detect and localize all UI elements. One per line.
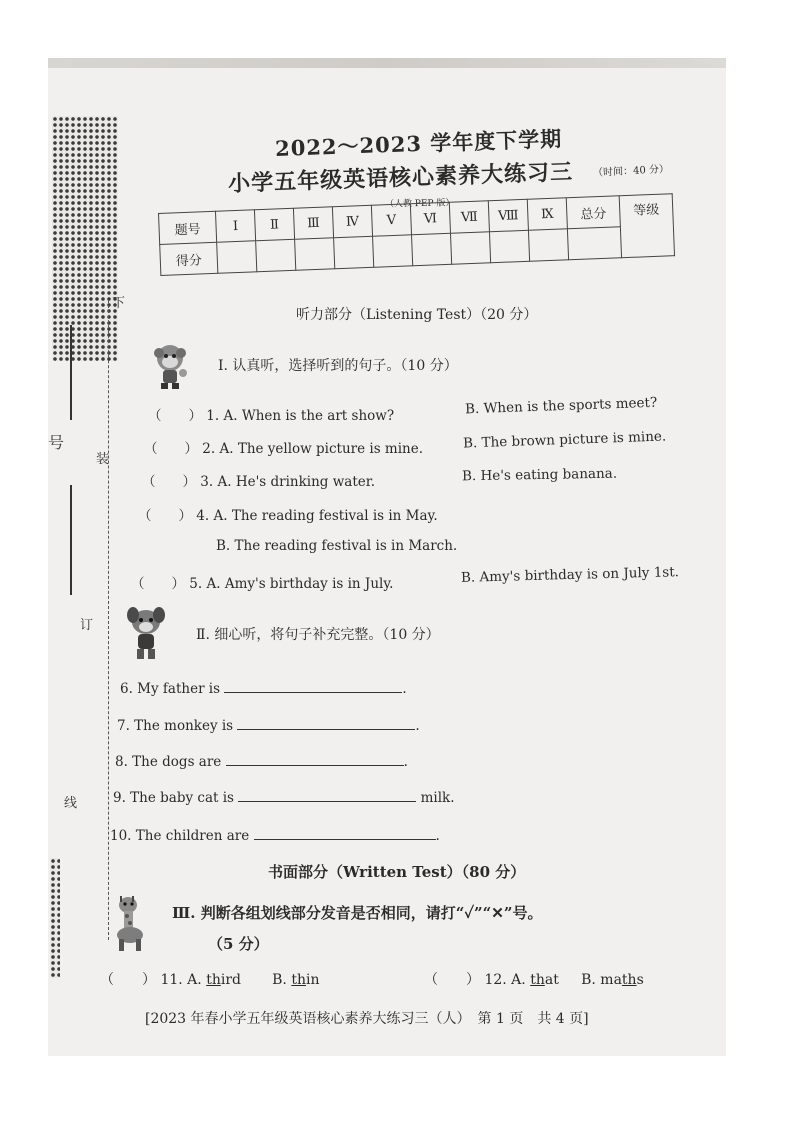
- binding-char-ding: 订: [80, 618, 94, 633]
- question-number: 5.: [189, 576, 203, 592]
- option-a: A. He's drinking water.: [217, 474, 376, 490]
- answer-blank[interactable]: [226, 753, 404, 766]
- col-9: Ⅸ: [527, 198, 567, 230]
- answer-blank[interactable]: [238, 789, 416, 802]
- part3-title: Ⅲ. 判断各组划线部分发音是否相同，请打“✓”“✕”号。: [172, 904, 543, 922]
- question-tail: milk.: [420, 790, 455, 806]
- score-cell[interactable]: [334, 236, 374, 268]
- question-text: 6. My father is: [120, 681, 221, 697]
- question-8: [115, 753, 408, 770]
- binding-char-zhuang: 装: [96, 452, 110, 467]
- word-rest: ird: [220, 972, 241, 988]
- col-5: Ⅴ: [371, 204, 411, 236]
- part3-points: （5 分）: [208, 935, 269, 953]
- score-cell[interactable]: [373, 235, 413, 267]
- score-cell[interactable]: [217, 241, 257, 273]
- word-start: ma: [600, 972, 622, 988]
- score-cell-total[interactable]: [567, 227, 621, 260]
- col-total: 总分: [566, 196, 620, 229]
- question-3: [142, 470, 375, 490]
- option-a: A. Amy's birthday is in July.: [206, 576, 394, 592]
- giraffe-mascot-icon: [110, 895, 150, 953]
- part2-title: Ⅱ. 细心听，将句子补充完整。（10 分）: [196, 627, 440, 643]
- answer-paren[interactable]: （ ）: [148, 408, 202, 424]
- monkey-mascot-icon: [150, 341, 194, 391]
- binding-rule-lower: [70, 485, 72, 595]
- col-8: Ⅷ: [488, 199, 528, 231]
- question-11: [100, 969, 320, 989]
- question-number: 4.: [196, 508, 210, 524]
- question-tail: .: [415, 718, 420, 734]
- page-footer: [2023 年春小学五年级英语核心素养大练习三（人） 第 1 页 共 4 页]: [145, 1011, 589, 1027]
- question-text: 8. The dogs are: [115, 754, 222, 770]
- word-rest: at: [544, 972, 559, 988]
- binding-cut-line: [108, 300, 109, 940]
- header-label: 题号: [159, 211, 217, 244]
- level-label: 等级: [619, 194, 674, 258]
- score-cell[interactable]: [412, 233, 452, 265]
- word-rest: s: [636, 972, 644, 988]
- part1-title: Ⅰ. 认真听，选择听到的句子。（10 分）: [218, 358, 458, 374]
- underlined-part: th: [291, 972, 306, 988]
- binding-left-text: 号: [48, 433, 65, 452]
- question-4: [138, 504, 438, 524]
- binding-dot-pattern-lower: [50, 858, 60, 978]
- underlined-part: th: [621, 972, 637, 988]
- binding-char-xian: 线: [64, 796, 78, 811]
- underlined-part: th: [530, 972, 545, 988]
- question-number: 2.: [202, 441, 216, 457]
- scan-top-edge: [48, 58, 726, 68]
- option-a-label: A.: [187, 972, 207, 988]
- listening-section-title: 听力部分（Listening Test）（20 分）: [296, 307, 538, 323]
- answer-blank[interactable]: [224, 680, 402, 693]
- answer-blank[interactable]: [237, 717, 415, 730]
- col-3: Ⅲ: [293, 207, 333, 239]
- underlined-part: th: [206, 972, 221, 988]
- written-section-title: 书面部分（Written Test）（80 分）: [268, 863, 526, 881]
- question-tail: .: [402, 681, 407, 697]
- question-2-option-b: B. The brown picture is mine.: [462, 428, 667, 452]
- option-a-label: A.: [511, 972, 531, 988]
- question-1-option-b: B. When is the sports meet?: [464, 394, 658, 418]
- edition-note: （人教 PEP 版）: [384, 198, 455, 210]
- question-number: 3.: [200, 474, 214, 490]
- option-b-label: B.: [581, 972, 601, 988]
- question-7: [117, 717, 420, 734]
- answer-paren[interactable]: （ ）: [424, 972, 480, 988]
- exam-title-line1: 2022～2023 学年度下学期: [274, 125, 563, 162]
- col-4: Ⅳ: [332, 205, 372, 237]
- score-cell[interactable]: [489, 230, 529, 262]
- binding-char-xia: 下: [112, 296, 126, 311]
- answer-paren[interactable]: （ ）: [100, 972, 156, 988]
- question-tail: .: [403, 754, 408, 770]
- question-3-option-b: B. He's eating banana.: [461, 465, 618, 485]
- question-text: 9. The baby cat is: [113, 790, 234, 806]
- dog-mascot-icon: [124, 606, 168, 662]
- score-cell[interactable]: [450, 232, 490, 264]
- question-12: [424, 969, 644, 989]
- col-1: Ⅰ: [215, 210, 255, 242]
- question-9: [113, 789, 455, 806]
- score-cell[interactable]: [528, 229, 568, 261]
- time-note: （时间：40 分）: [592, 164, 670, 179]
- score-cell[interactable]: [256, 239, 296, 271]
- exam-title-line2: 小学五年级英语核心素养大练习三: [227, 158, 574, 198]
- question-1: [148, 404, 394, 424]
- col-7: Ⅶ: [449, 201, 489, 233]
- question-text: 10. The children are: [110, 828, 250, 844]
- option-b-label: B.: [272, 972, 292, 988]
- binding-rule-upper: [70, 325, 72, 420]
- option-a: A. The yellow picture is mine.: [219, 441, 424, 457]
- score-cell[interactable]: [295, 238, 335, 270]
- question-2: [144, 437, 423, 457]
- option-a: A. When is the art show?: [223, 408, 395, 424]
- col-6: Ⅵ: [410, 202, 450, 234]
- answer-paren[interactable]: （ ）: [144, 441, 198, 457]
- question-5: [131, 572, 393, 592]
- answer-paren[interactable]: （ ）: [138, 508, 192, 524]
- score-label: 得分: [160, 242, 218, 275]
- option-a: A. The reading festival is in May.: [213, 508, 438, 524]
- question-tail: .: [435, 828, 440, 844]
- answer-paren[interactable]: （ ）: [142, 474, 196, 490]
- col-2: Ⅱ: [254, 208, 294, 240]
- question-4-option-b: B. The reading festival is in March.: [216, 538, 458, 554]
- question-number: 1.: [206, 408, 220, 424]
- question-10: [110, 827, 440, 844]
- question-6: [120, 680, 407, 697]
- question-number: 12.: [484, 972, 507, 988]
- question-number: 11.: [160, 972, 183, 988]
- question-5-option-b: B. Amy's birthday is on July 1st.: [460, 564, 680, 586]
- question-text: 7. The monkey is: [117, 718, 234, 734]
- word-rest: in: [306, 972, 320, 988]
- answer-paren[interactable]: （ ）: [131, 576, 185, 592]
- answer-blank[interactable]: [254, 827, 436, 840]
